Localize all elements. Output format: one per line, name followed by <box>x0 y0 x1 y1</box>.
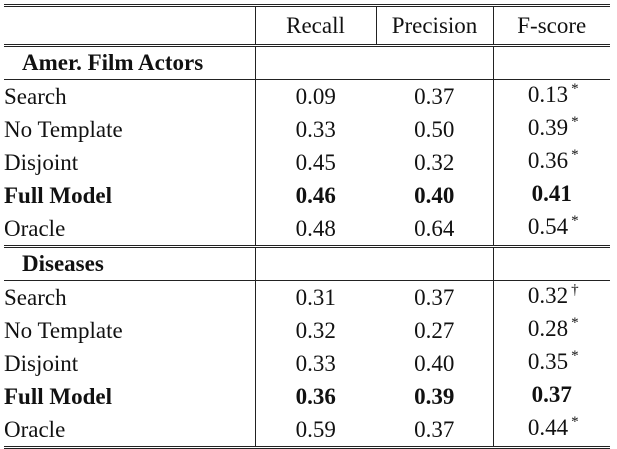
method-name: No Template <box>4 317 123 343</box>
table-row <box>4 179 610 212</box>
header-precision: Precision <box>376 6 493 46</box>
fscore-value: 0.39 <box>527 115 569 140</box>
fscore-value: 0.32 <box>527 283 569 308</box>
fscore-cell <box>493 281 610 315</box>
table-row <box>4 347 610 380</box>
method-name: Oracle <box>4 215 66 241</box>
fscore-cell <box>493 347 610 380</box>
precision-value: 0.40 <box>414 182 455 208</box>
method-name: Full Model <box>4 182 112 208</box>
fscore-cell <box>493 413 610 448</box>
fscore-value: 0.44 <box>527 415 569 440</box>
significance-mark: * <box>571 414 579 430</box>
section-empty-cell <box>255 46 376 80</box>
fscore-cell <box>493 113 610 146</box>
recall-value: 0.59 <box>255 413 376 448</box>
precision-value: 0.27 <box>414 317 455 343</box>
significance-mark: * <box>571 147 579 163</box>
table-row <box>4 80 610 114</box>
section-empty-cell <box>376 46 493 80</box>
table-row <box>4 281 610 315</box>
section-header-row <box>4 247 610 281</box>
method-name: Search <box>4 284 67 310</box>
significance-mark: * <box>571 348 579 364</box>
header-fscore: F-score <box>493 6 610 46</box>
significance-mark: * <box>571 315 579 331</box>
section-empty-cell <box>493 247 610 281</box>
header-empty-cell <box>4 6 255 46</box>
header-recall: Recall <box>255 6 376 46</box>
method-name: Disjoint <box>4 350 79 376</box>
recall-value: 0.09 <box>255 80 376 114</box>
significance-mark: † <box>571 282 579 298</box>
recall-value: 0.36 <box>255 380 376 413</box>
fscore-value: 0.37 <box>531 382 572 407</box>
precision-value: 0.40 <box>414 350 455 376</box>
header-row <box>4 6 610 46</box>
fscore-cell <box>493 146 610 179</box>
recall-value: 0.33 <box>255 113 376 146</box>
table-row <box>4 146 610 179</box>
method-name: Full Model <box>4 383 112 409</box>
fscore-value: 0.35 <box>527 349 569 374</box>
recall-value: 0.31 <box>255 281 376 315</box>
fscore-value: 0.54 <box>527 214 569 239</box>
section-empty-cell <box>376 247 493 281</box>
recall-value: 0.32 <box>255 314 376 347</box>
method-name: Disjoint <box>4 149 79 175</box>
section-title: Amer. Film Actors <box>4 46 255 80</box>
table-row <box>4 212 610 247</box>
significance-mark: * <box>571 114 579 130</box>
results-table <box>4 4 610 449</box>
fscore-cell <box>493 380 610 413</box>
precision-value: 0.37 <box>414 83 455 109</box>
recall-value: 0.33 <box>255 347 376 380</box>
fscore-cell <box>493 80 610 114</box>
precision-value: 0.39 <box>414 383 455 409</box>
fscore-cell <box>493 314 610 347</box>
recall-value: 0.45 <box>255 146 376 179</box>
section-empty-cell <box>255 247 376 281</box>
fscore-value: 0.28 <box>527 316 569 341</box>
precision-value: 0.37 <box>414 416 455 442</box>
recall-value: 0.48 <box>255 212 376 247</box>
method-name: Oracle <box>4 416 66 442</box>
table-row <box>4 380 610 413</box>
fscore-cell <box>493 212 610 247</box>
significance-mark: * <box>571 81 579 97</box>
precision-value: 0.32 <box>414 149 455 175</box>
table-row <box>4 113 610 146</box>
fscore-cell <box>493 179 610 212</box>
precision-value: 0.50 <box>414 116 455 142</box>
recall-value: 0.46 <box>255 179 376 212</box>
precision-value: 0.37 <box>414 284 455 310</box>
section-title: Diseases <box>4 247 255 281</box>
fscore-value: 0.13 <box>527 82 569 107</box>
results-table-container <box>4 4 610 442</box>
table-row <box>4 413 610 448</box>
precision-value: 0.64 <box>414 215 455 241</box>
fscore-value: 0.41 <box>531 181 572 206</box>
section-header-row <box>4 46 610 80</box>
method-name: No Template <box>4 116 123 142</box>
section-empty-cell <box>493 46 610 80</box>
significance-mark: * <box>571 213 579 229</box>
table-row <box>4 314 610 347</box>
method-name: Search <box>4 83 67 109</box>
fscore-value: 0.36 <box>527 148 569 173</box>
